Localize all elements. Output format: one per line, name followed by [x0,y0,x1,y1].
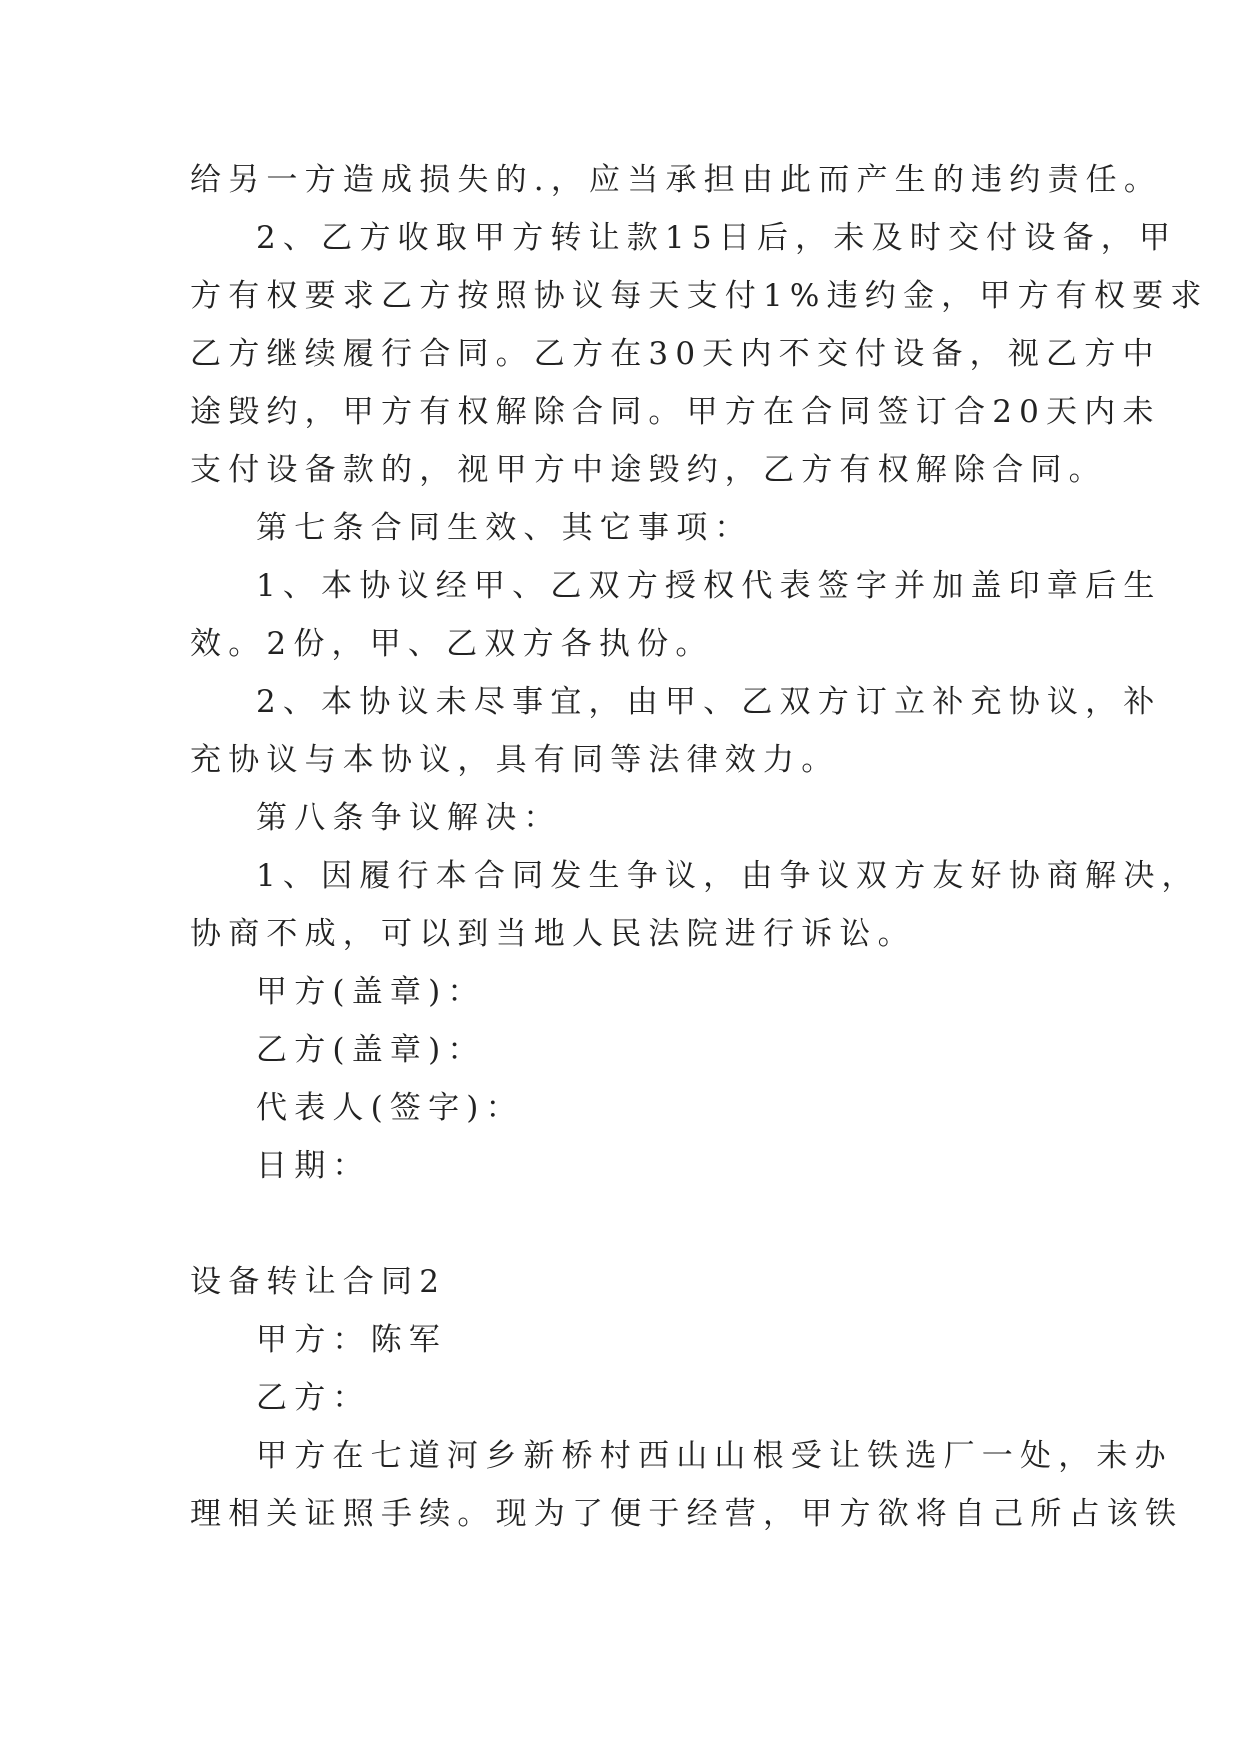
text-line: 2、乙方收取甲方转让款15日后，未及时交付设备，甲 [256,220,1178,256]
document-title: 设备转让合同2 [190,1264,447,1300]
text-line: 给另一方造成损失的.，应当承担由此而产生的违约责任。 [190,162,1163,198]
text-line: 1、因履行本合同发生争议，由争议双方友好协商解决， [256,858,1200,894]
text-line: 2、本协议未尽事宜，由甲、乙双方订立补充协议，补 [256,684,1162,720]
signature-field: 甲方(盖章)： [256,974,486,1010]
text-line: 协商不成，可以到当地人民法院进行诉讼。 [190,916,916,952]
signature-field: 乙方(盖章)： [256,1032,486,1068]
text-line: 支付设备款的，视甲方中途毁约，乙方有权解除合同。 [190,452,1107,488]
text-line: 甲方在七道河乡新桥村西山山根受让铁选厂一处，未办 [256,1438,1173,1474]
section-heading: 第八条争议解决： [256,800,562,836]
signature-field: 代表人(签字)： [256,1090,524,1126]
section-heading: 第七条合同生效、其它事项： [256,510,753,546]
text-line: 效。2份，甲、乙双方各执份。 [190,626,714,662]
party-b-line: 乙方： [256,1380,371,1416]
text-line: 1、本协议经甲、乙双方授权代表签字并加盖印章后生 [256,568,1162,604]
text-line: 途毁约，甲方有权解除合同。甲方在合同签订合20天内未 [190,394,1161,430]
text-line: 充协议与本协议，具有同等法律效力。 [190,742,840,778]
party-a-line: 甲方：陈军 [256,1322,447,1358]
text-line: 理相关证照手续。现为了便于经营，甲方欲将自己所占该铁 [190,1496,1184,1532]
text-line: 方有权要求乙方按照协议每天支付1%违约金，甲方有权要求 [190,278,1209,314]
date-field: 日期： [256,1148,371,1184]
text-line: 乙方继续履行合同。乙方在30天内不交付设备，视乙方中 [190,336,1161,372]
